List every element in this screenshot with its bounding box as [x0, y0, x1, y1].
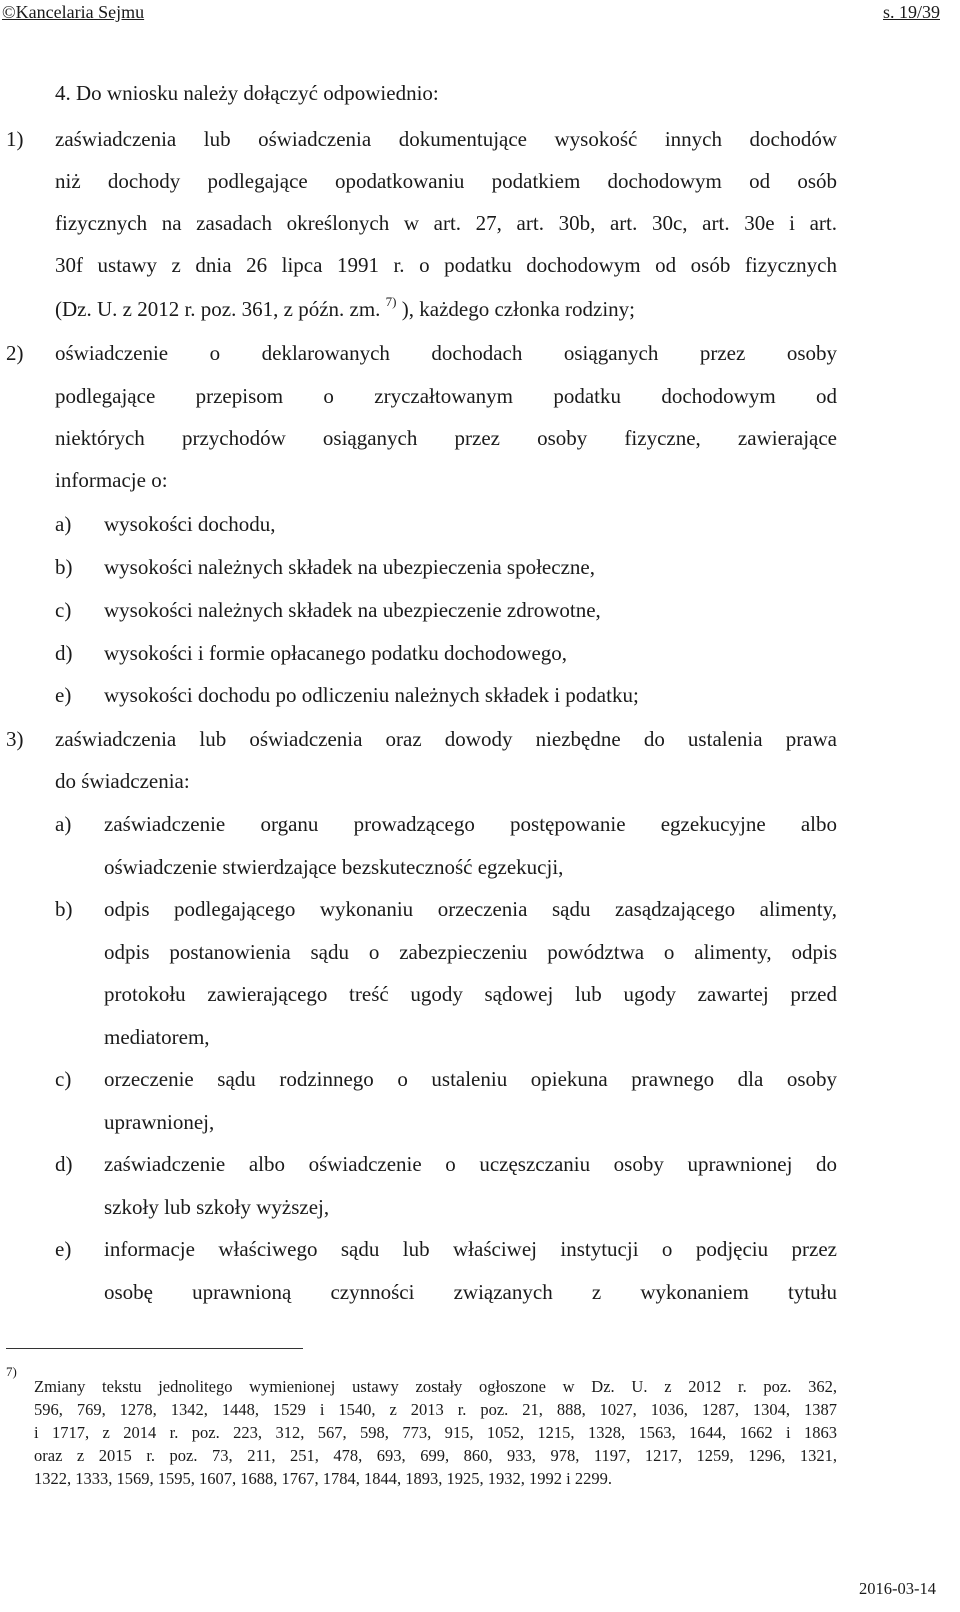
- item-2d-text: wysokości i formie opłacanego podatku dochodowego,: [104, 641, 568, 665]
- item-2-line: podlegające przepisom o zryczałtowanym podatku dochodowym od: [55, 384, 837, 408]
- item-2b-text: wysokości należnych składek na ubezpieczenia społeczne,: [104, 555, 595, 579]
- footnote-line: 596, 769, 1278, 1342, 1448, 1529 i 1540, z 2013 r. poz. 21, 888, 1027, 1036, 1287, 1304, 1387: [34, 1400, 837, 1419]
- item-3-number: 3): [6, 727, 24, 751]
- item-3e-line: informacje właściwego sądu lub właściwej instytucji o podjęciu przez: [104, 1237, 837, 1261]
- item-3d-letter: d): [55, 1152, 73, 1176]
- item-3d-line: zaświadczenie albo oświadczenie o uczęszczaniu osoby uprawnionej do: [104, 1152, 837, 1176]
- footnote-ref[interactable]: 7): [385, 294, 397, 309]
- item-1-tail: ), każdego członka rodziny;: [401, 297, 636, 321]
- item-3-line: zaświadczenia lub oświadczenia oraz dowody niezbędne do ustalenia prawa: [55, 727, 837, 751]
- item-3b-line: protokołu zawierającego treść ugody sądowej lub ugody zawartej przed: [104, 982, 837, 1006]
- item-1-line: fizycznych na zasadach określonych w art. 27, art. 30b, art. 30c, art. 30e i art.: [55, 211, 837, 235]
- item-3a-line: oświadczenie stwierdzające bezskuteczność egzekucji,: [104, 855, 564, 879]
- item-3a-letter: a): [55, 812, 72, 836]
- item-1-number: 1): [6, 127, 24, 151]
- item-1-citation: (Dz. U. z 2012 r. poz. 361, z późn. zm.: [55, 297, 381, 321]
- item-3c-letter: c): [55, 1067, 72, 1091]
- item-3d-line: szkoły lub szkoły wyższej,: [104, 1195, 330, 1219]
- item-2-number: 2): [6, 341, 24, 365]
- item-2e-letter: e): [55, 683, 72, 707]
- item-3c-line: uprawnionej,: [104, 1110, 215, 1134]
- item-1-line: 30f ustawy z dnia 26 lipca 1991 r. o podatku dochodowym od osób fizycznych: [55, 253, 837, 277]
- footnote-separator: [6, 1348, 303, 1349]
- item-2d-letter: d): [55, 641, 73, 665]
- header-page-number: s. 19/39: [882, 2, 940, 22]
- item-2-line: niektórych przychodów osiąganych przez osoby fizyczne, zawierające: [55, 426, 837, 450]
- item-3e-letter: e): [55, 1237, 72, 1261]
- item-3b-letter: b): [55, 897, 73, 921]
- item-3b-line: odpis postanowienia sądu o zabezpieczeniu powództwa o alimenty, odpis: [104, 940, 837, 964]
- footnote-line: Zmiany tekstu jednolitego wymienionej ustawy zostały ogłoszone w Dz. U. z 2012 r. poz. 362,: [34, 1377, 837, 1396]
- page-header: [2, 2, 940, 32]
- paragraph-4-intro: 4. Do wniosku należy dołączyć odpowiednio:: [55, 81, 439, 105]
- item-2a-text: wysokości dochodu,: [104, 512, 276, 536]
- item-2c-text: wysokości należnych składek na ubezpieczenie zdrowotne,: [104, 598, 601, 622]
- item-2a-letter: a): [55, 512, 72, 536]
- document-date: 2016-03-14: [859, 1579, 936, 1598]
- item-2e-text: wysokości dochodu po odliczeniu należnych składek i podatku;: [104, 683, 639, 707]
- item-2-line: informacje o:: [55, 468, 168, 492]
- footnote-line: i 1717, z 2014 r. poz. 223, 312, 567, 598, 773, 915, 1052, 1215, 1328, 1563, 1644, 1662 i 1863: [34, 1423, 837, 1442]
- item-1-line: zaświadczenia lub oświadczenia dokumentujące wysokość innych dochodów: [55, 127, 837, 151]
- item-3a-line: zaświadczenie organu prowadzącego postępowanie egzekucyjne albo: [104, 812, 837, 836]
- header-source: ©Kancelaria Sejmu: [2, 2, 145, 22]
- item-2b-letter: b): [55, 555, 73, 579]
- item-3b-line: mediatorem,: [104, 1025, 210, 1049]
- footnote-line: 1322, 1333, 1569, 1595, 1607, 1688, 1767, 1784, 1844, 1893, 1925, 1932, 1992 i 2299.: [34, 1469, 612, 1488]
- footnote-line: oraz z 2015 r. poz. 73, 211, 251, 478, 693, 699, 860, 933, 978, 1197, 1217, 1259, 1296, 1321,: [34, 1446, 837, 1465]
- item-2c-letter: c): [55, 598, 72, 622]
- item-3-line: do świadczenia:: [55, 769, 190, 793]
- item-1-line-last: [55, 294, 636, 325]
- item-2-line: oświadczenie o deklarowanych dochodach osiąganych przez osoby: [55, 341, 837, 365]
- document-page: ©Kancelaria Sejmu s. 19/39 4. Do wniosku należy dołączyć odpowiednio: 1) zaświadczenia lub oświadczenia dokumentujące wysokość innych dochodów niż dochody podlegające opodatkowaniu podatkiem dochodowym od osób fizycznych na zasadach określonych w art. 27, art. 30b, art. 30c, art. 30e i art. 30f ustawy z dnia 26 lipca 1991 r. o podatku dochodowym od osób fizycznych (Dz. U. z 2012 r. poz. 361, z późn. zm. $^{7)}$ ), każdego członka rodziny; 2) oświadczenie o deklarowanych dochodach osiąganych przez osoby podlegające przepisom o zryczałtowanym podatku dochodowym od niektórych przychodów osiąganych przez osoby fizyczne, zawierające informacje o: a) wysokości dochodu, b) wysokości należnych składek na ubezpieczenia społeczne, c) wysokości należnych składek na ubezpieczenie zdrowotne, d) wysokości i formie opłacanego podatku dochodowego, e) wysokości dochodu po odliczeniu należnych składek i podatku; 3) zaświadczenia lub oświadczenia oraz dowody niezbędne do ustalenia prawa do świadczenia: a) zaświadczenie organu prowadzącego postępowanie egzekucyjne albo oświadczenie stwierdzające bezskuteczność egzekucji, b) odpis podlegającego wykonaniu orzeczenia sądu zasądzającego alimenty, odpis postanowienia sądu o zabezpieczeniu powództwa o alimenty, odpis protokołu zawierającego treść ugody sądowej lub ugody zawartej przed mediatorem, c) orzeczenie sądu rodzinnego o ustaleniu opiekuna prawnego dla osoby uprawnionej, d) zaświadczenie albo oświadczenie o uczęszczaniu osoby uprawnionej do szkoły lub szkoły wyższej, e) informacje właściwego sądu lub właściwej instytucji o podjęciu przez osobę uprawnioną czynności związanych z wykonaniem tytułu 7) Zmiany tekstu jednolitego wymienionej ustawy zostały ogłoszone w Dz. U. z 2012 r. poz. 362, 596, 769, 1278, 1342, 1448, 1529 i 1540, z 2013 r. poz. 21, 888, 1027, 1036, 1287, 1304, 1387 i 1717, z 2014 r. poz. 223, 312, 567, 598, 773, 915, 1052, 1215, 1328, 1563, 1644, 1662 i 1863 oraz z 2015 r. poz. 73, 211, 251, 478, 693, 699, 860, 933, 978, 1197, 1217, 1259, 1296, 1321, 1322, 1333, 1569, 1595, 1607, 1688, 1767, 1784, 1844, 1893, 1925, 1932, 1992 i 2299. 2016-03-14: [2, 2, 940, 1598]
- item-3b-line: odpis podlegającego wykonaniu orzeczenia sądu zasądzającego alimenty,: [104, 897, 837, 921]
- item-3c-line: orzeczenie sądu rodzinnego o ustaleniu opiekuna prawnego dla osoby: [104, 1067, 837, 1091]
- item-1-line: niż dochody podlegające opodatkowaniu podatkiem dochodowym od osób: [55, 169, 837, 193]
- item-3e-line: osobę uprawnioną czynności związanych z wykonaniem tytułu: [104, 1280, 837, 1304]
